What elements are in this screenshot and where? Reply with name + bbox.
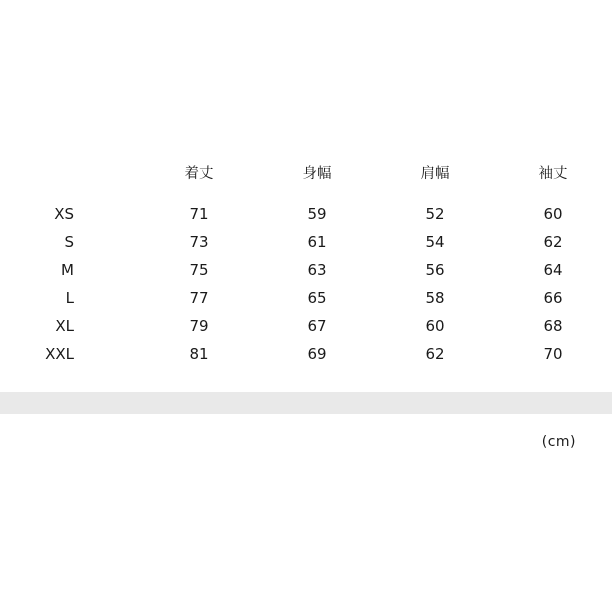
table-body — [0, 200, 612, 368]
size-chart-table — [0, 160, 612, 368]
table-row — [0, 284, 612, 312]
cell-m-shoulder: 56 — [425, 260, 445, 279]
column-header-width: 身幅 — [302, 165, 332, 182]
cell-s-width: 61 — [307, 232, 327, 251]
cell-xl-shoulder: 60 — [425, 316, 445, 335]
column-header-length: 着丈 — [184, 165, 214, 182]
cell-xxl-shoulder: 62 — [425, 344, 445, 363]
table-header-row — [0, 160, 612, 200]
table-row — [0, 256, 612, 284]
cell-l-sleeve: 66 — [543, 288, 563, 307]
cell-xxl-length: 81 — [189, 344, 209, 363]
cell-l-width: 65 — [307, 288, 327, 307]
row-label-m: M — [61, 260, 74, 279]
cell-l-shoulder: 58 — [425, 288, 445, 307]
cell-xxl-width: 69 — [307, 344, 327, 363]
cell-s-length: 73 — [189, 232, 209, 251]
column-header-shoulder: 肩幅 — [420, 165, 450, 182]
column-header-sleeve: 袖丈 — [538, 165, 568, 182]
cell-s-sleeve: 62 — [543, 232, 563, 251]
cell-xs-sleeve: 60 — [543, 204, 563, 223]
cell-xs-length: 71 — [189, 204, 209, 223]
unit-note: (cm) — [541, 434, 576, 450]
cell-xl-width: 67 — [307, 316, 327, 335]
table-row — [0, 228, 612, 256]
cell-xs-width: 59 — [307, 204, 327, 223]
row-label-xxl: XXL — [45, 344, 74, 363]
cell-l-length: 77 — [189, 288, 209, 307]
cell-m-width: 63 — [307, 260, 327, 279]
cell-m-length: 75 — [189, 260, 209, 279]
row-label-l: L — [65, 288, 74, 307]
table-header — [0, 160, 612, 200]
row-label-xl: XL — [55, 316, 74, 335]
row-label-xs: XS — [54, 204, 74, 223]
column-header-size — [0, 160, 140, 200]
cell-s-shoulder: 54 — [425, 232, 445, 251]
cell-xl-length: 79 — [189, 316, 209, 335]
separator-band — [0, 392, 612, 414]
cell-m-sleeve: 64 — [543, 260, 563, 279]
cell-xs-shoulder: 52 — [425, 204, 445, 223]
table-row — [0, 340, 612, 368]
table-row — [0, 200, 612, 228]
row-label-s: S — [64, 232, 74, 251]
cell-xxl-sleeve: 70 — [543, 344, 563, 363]
cell-xl-sleeve: 68 — [543, 316, 563, 335]
table-row — [0, 312, 612, 340]
